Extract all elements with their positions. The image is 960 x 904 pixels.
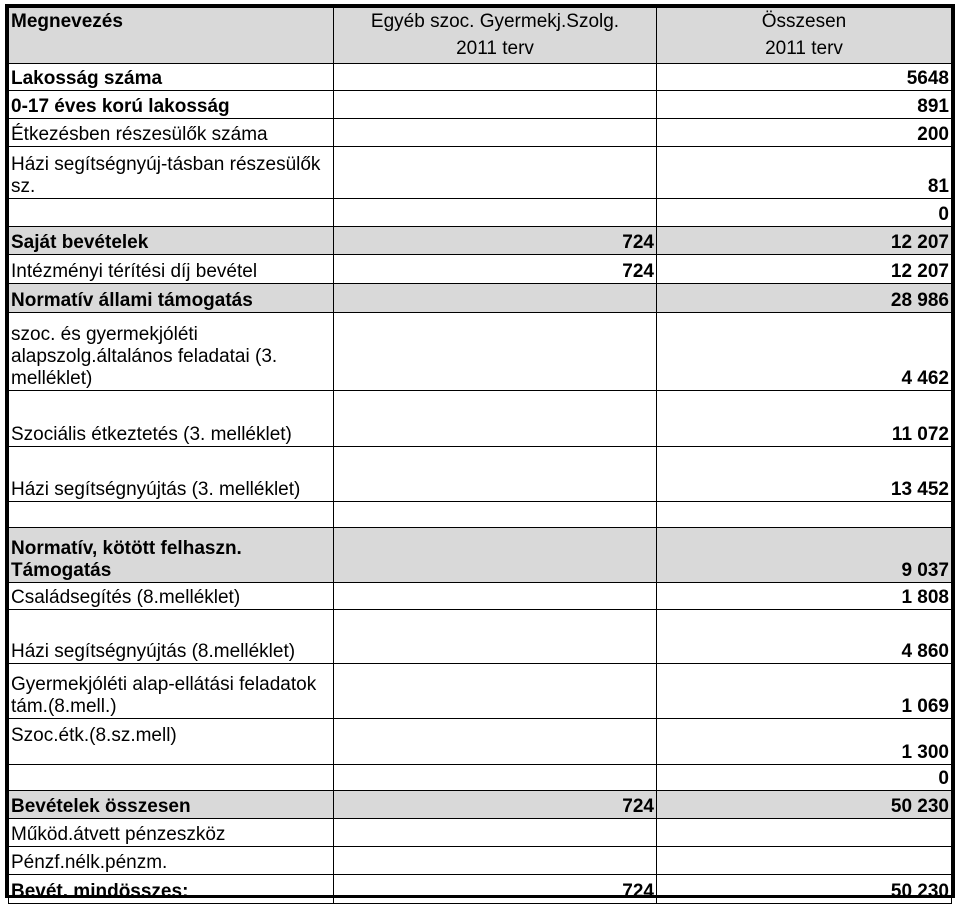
table-row <box>9 875 952 904</box>
table-row <box>9 64 952 91</box>
table-row <box>9 765 952 791</box>
row-value-total: 4 860 <box>657 610 952 664</box>
row-label <box>9 765 334 791</box>
table-row <box>9 583 952 610</box>
row-value-total <box>657 819 952 847</box>
row-label: Házi segítségnyújtás (3. melléklet) <box>9 447 334 502</box>
row-value-other <box>334 313 657 391</box>
header-col-name <box>9 8 334 64</box>
table-row <box>9 284 952 313</box>
table-row <box>9 255 952 284</box>
row-value-total: 891 <box>657 91 952 119</box>
row-value-other <box>334 502 657 528</box>
row-value-other <box>334 610 657 664</box>
row-label: Házi segítségnyúj-tásban részesülők sz. <box>9 147 334 199</box>
row-value-total: 81 <box>657 147 952 199</box>
table-row <box>9 791 952 819</box>
row-value-total: 5648 <box>657 64 952 91</box>
row-label: Bevét. mindösszes: <box>9 875 334 904</box>
budget-table <box>8 7 952 904</box>
row-label: Normatív állami támogatás <box>9 284 334 313</box>
row-value-total: 50 230 <box>657 791 952 819</box>
row-value-total: 0 <box>657 765 952 791</box>
table-row <box>9 119 952 147</box>
row-value-other <box>334 284 657 313</box>
table-row <box>9 664 952 719</box>
row-label: Házi segítségnyújtás (8.melléklet) <box>9 610 334 664</box>
row-value-other <box>334 391 657 447</box>
row-label: Normatív, kötött felhaszn. Támogatás <box>9 528 334 583</box>
table-row <box>9 847 952 875</box>
row-label: Szociális étkeztetés (3. melléklet) <box>9 391 334 447</box>
header-col-other-line1: Egyéb szoc. Gyermekj.Szolg. <box>370 11 620 32</box>
row-value-other <box>334 847 657 875</box>
row-value-other <box>334 64 657 91</box>
table-row <box>9 147 952 199</box>
table-row <box>9 227 952 255</box>
row-value-total <box>657 847 952 875</box>
row-label: Pénzf.nélk.pénzm. <box>9 847 334 875</box>
row-value-other <box>334 719 657 765</box>
table-row <box>9 447 952 502</box>
row-value-total: 12 207 <box>657 255 952 284</box>
row-value-total: 12 207 <box>657 227 952 255</box>
row-value-other <box>334 91 657 119</box>
row-value-other <box>334 583 657 610</box>
row-value-other <box>334 664 657 719</box>
header-row <box>9 8 952 64</box>
row-value-total: 0 <box>657 199 952 227</box>
row-value-other: 724 <box>334 227 657 255</box>
table-row <box>9 199 952 227</box>
row-label: Intézményi térítési díj bevétel <box>9 255 334 284</box>
row-value-other <box>334 819 657 847</box>
row-value-total: 11 072 <box>657 391 952 447</box>
table-row <box>9 528 952 583</box>
row-label <box>9 502 334 528</box>
header-col-total-line2: 2011 terv <box>765 38 843 59</box>
row-label: Bevételek összesen <box>9 791 334 819</box>
header-col-total <box>657 8 952 64</box>
row-value-total: 1 300 <box>657 719 952 765</box>
row-value-other <box>334 528 657 583</box>
row-label: Szoc.étk.(8.sz.mell) <box>9 719 334 765</box>
row-value-other <box>334 447 657 502</box>
row-value-other: 724 <box>334 255 657 284</box>
table-row <box>9 313 952 391</box>
row-value-other: 724 <box>334 791 657 819</box>
row-value-other <box>334 199 657 227</box>
table-row <box>9 610 952 664</box>
row-value-total: 13 452 <box>657 447 952 502</box>
row-label: Gyermekjóléti alap-ellátási feladatok tám.(8.mell.) <box>9 664 334 719</box>
header-col-name-text: Megnevezés <box>11 11 123 32</box>
row-value-total: 200 <box>657 119 952 147</box>
row-label: Családsegítés (8.melléklet) <box>9 583 334 610</box>
row-label: Saját bevételek <box>9 227 334 255</box>
table-row <box>9 719 952 765</box>
row-value-total: 9 037 <box>657 528 952 583</box>
budget-table-sheet <box>5 4 955 902</box>
row-value-total <box>657 502 952 528</box>
row-value-total: 1 069 <box>657 664 952 719</box>
header-col-total-line1: Összesen <box>761 11 847 32</box>
row-label: Lakosság száma <box>9 64 334 91</box>
row-value-total: 28 986 <box>657 284 952 313</box>
row-value-total: 50 230 <box>657 875 952 904</box>
row-label: 0-17 éves korú lakosság <box>9 91 334 119</box>
table-row <box>9 391 952 447</box>
row-label: Működ.átvett pénzeszköz <box>9 819 334 847</box>
row-label <box>9 199 334 227</box>
row-value-other <box>334 119 657 147</box>
row-value-other <box>334 765 657 791</box>
row-value-total: 1 808 <box>657 583 952 610</box>
row-value-total: 4 462 <box>657 313 952 391</box>
row-value-other: 724 <box>334 875 657 904</box>
table-row <box>9 819 952 847</box>
table-row <box>9 91 952 119</box>
header-col-other <box>334 8 657 64</box>
row-value-other <box>334 147 657 199</box>
table-row <box>9 502 952 528</box>
row-label: szoc. és gyermekjóléti alapszolg.általános feladatai (3. melléklet) <box>9 313 334 391</box>
row-label: Étkezésben részesülők száma <box>9 119 334 147</box>
header-col-other-line2: 2011 terv <box>456 38 534 59</box>
